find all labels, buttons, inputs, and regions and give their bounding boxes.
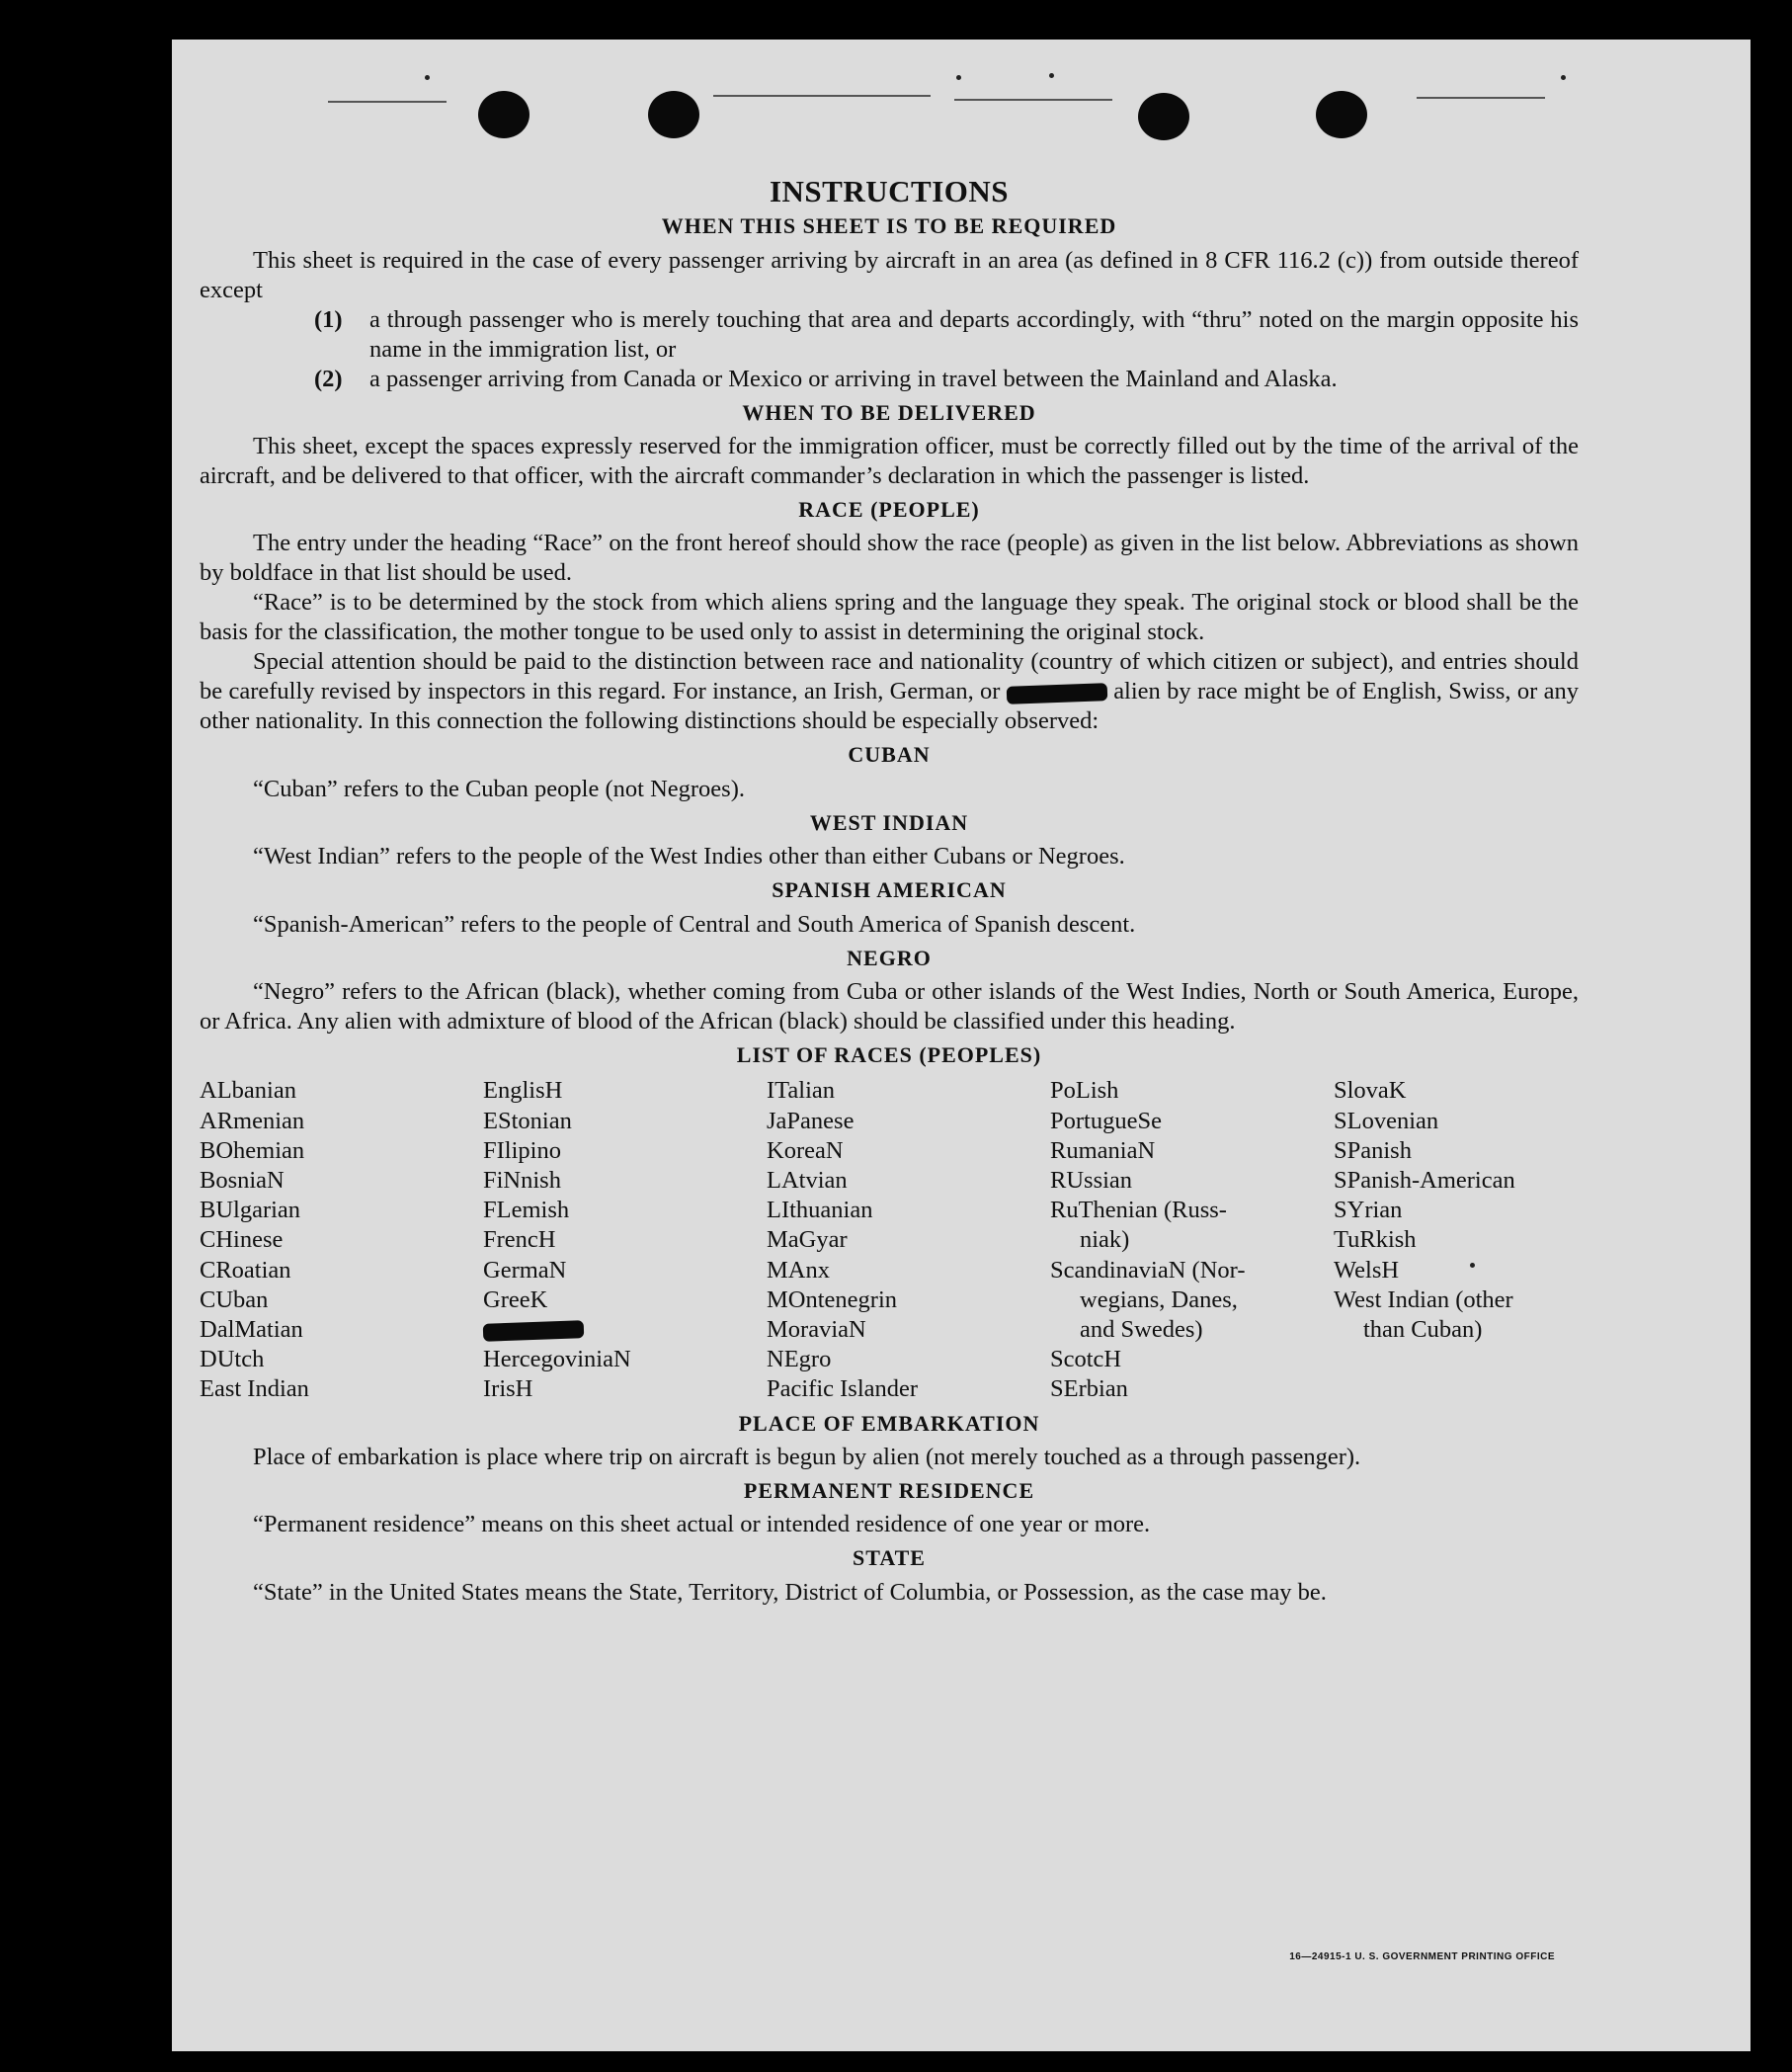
race-item: MoraviaN bbox=[767, 1315, 866, 1343]
race-item: FrencH bbox=[483, 1226, 556, 1254]
race-column bbox=[1334, 1076, 1581, 1404]
race-item: FiNnish bbox=[483, 1166, 561, 1194]
race-item: SLovenian bbox=[1334, 1107, 1439, 1134]
race-item: West Indian (other bbox=[1334, 1285, 1513, 1313]
section-heading: LIST OF RACES (PEOPLES) bbox=[736, 1041, 1042, 1067]
race-item: ScotcH bbox=[1050, 1346, 1122, 1373]
race-item-redacted bbox=[483, 1315, 767, 1345]
item-number: (2) bbox=[314, 365, 343, 392]
race-item: MaGyar bbox=[767, 1226, 848, 1254]
section-heading: WEST INDIAN bbox=[809, 809, 969, 835]
section-heading: RACE (PEOPLE) bbox=[798, 496, 980, 522]
race-item: BOhemian bbox=[200, 1136, 305, 1164]
race-item: LAtvian bbox=[767, 1166, 848, 1194]
race-column bbox=[200, 1076, 483, 1404]
race-item: BUlgarian bbox=[200, 1197, 301, 1224]
race-item: BosniaN bbox=[200, 1166, 285, 1194]
document-page bbox=[172, 40, 1751, 2051]
redaction-mark bbox=[1007, 683, 1108, 704]
race-item: East Indian bbox=[200, 1375, 309, 1403]
paragraph: This sheet is required in the case of every passenger arriving by aircraft in an area (as defined in 8 CFR 116.2 (c)) from outside thereof except bbox=[200, 246, 1579, 303]
item-number: (1) bbox=[314, 305, 343, 333]
paragraph: “Permanent residence” means on this sheet actual or intended residence of one year or more. bbox=[253, 1511, 1151, 1538]
page-title: INSTRUCTIONS bbox=[769, 174, 1009, 208]
paragraph: “Negro” refers to the African (black), whether coming from Cuba or other islands of the West Indies, North or South America, Europe, or Africa. Any alien with admixture of blood of the African (black) should be classified under this heading. bbox=[200, 977, 1579, 1035]
section-heading: WHEN TO BE DELIVERED bbox=[742, 399, 1036, 425]
race-column bbox=[1050, 1076, 1334, 1404]
race-item: PortugueSe bbox=[1050, 1107, 1162, 1134]
section-heading: STATE bbox=[853, 1545, 926, 1571]
paragraph: “Cuban” refers to the Cuban people (not Negroes). bbox=[253, 775, 745, 802]
race-item: RumaniaN bbox=[1050, 1136, 1156, 1164]
section-heading: PERMANENT RESIDENCE bbox=[743, 1477, 1035, 1503]
section-heading: CUBAN bbox=[848, 742, 931, 768]
speck bbox=[425, 75, 430, 80]
printing-office-code: 16—24915-1 U. S. GOVERNMENT PRINTING OFFICE bbox=[1289, 1951, 1555, 1962]
race-item: KoreaN bbox=[767, 1136, 844, 1164]
race-item: WelsH bbox=[1334, 1256, 1400, 1284]
race-item-continued bbox=[1050, 1315, 1334, 1345]
race-item: CRoatian bbox=[200, 1256, 291, 1284]
section-heading: SPANISH AMERICAN bbox=[772, 877, 1007, 903]
bleed-through-mark bbox=[328, 101, 447, 103]
race-item: GermaN bbox=[483, 1256, 567, 1284]
race-item: PoLish bbox=[1050, 1077, 1119, 1105]
race-item: MOntenegrin bbox=[767, 1285, 897, 1313]
race-item-text: wegians, Danes, bbox=[1080, 1285, 1238, 1313]
bleed-through-mark bbox=[954, 99, 1112, 101]
race-item-continued bbox=[1334, 1315, 1581, 1345]
race-item: EStonian bbox=[483, 1107, 572, 1134]
paragraph bbox=[200, 647, 1579, 736]
race-item: NEgro bbox=[767, 1346, 832, 1373]
paragraph: “West Indian” refers to the people of the West Indies other than either Cubans or Negroes. bbox=[253, 843, 1125, 870]
race-item-text: than Cuban) bbox=[1363, 1315, 1483, 1343]
race-item: MAnx bbox=[767, 1256, 830, 1284]
race-item: EnglisH bbox=[483, 1077, 563, 1105]
paragraph-text: alien by race might be of English, Swiss, or any other nationality. In this connection the following distinctions should be especially observed: bbox=[200, 678, 1580, 735]
instructions-body bbox=[200, 173, 1579, 1608]
race-column bbox=[767, 1076, 1050, 1404]
race-list bbox=[200, 1076, 1579, 1404]
race-item: ITalian bbox=[767, 1077, 836, 1105]
race-item: CHinese bbox=[200, 1226, 284, 1254]
race-item: ScandinaviaN (Nor- bbox=[1050, 1256, 1246, 1284]
race-item-text: niak) bbox=[1080, 1226, 1130, 1254]
list-item bbox=[314, 365, 1579, 394]
speck bbox=[1049, 73, 1054, 78]
race-item: SErbian bbox=[1050, 1375, 1128, 1403]
race-item: TuRkish bbox=[1334, 1226, 1417, 1254]
race-item-continued bbox=[1050, 1285, 1334, 1315]
item-text: a passenger arriving from Canada or Mexico or arriving in travel between the Mainland and Alaska. bbox=[369, 365, 1338, 392]
paragraph: “State” in the United States means the State, Territory, District of Columbia, or Possession, as the case may be. bbox=[253, 1578, 1327, 1606]
speck bbox=[956, 75, 961, 80]
race-item-text: and Swedes) bbox=[1080, 1315, 1203, 1343]
punch-hole bbox=[648, 91, 699, 138]
list-item bbox=[314, 305, 1579, 365]
paragraph-text: Special attention should be paid to the distinction between race and nationality (country of which citizen or subject), and entries should be carefully revised by inspectors in this regard. For instance, an Irish, German, or bbox=[200, 648, 1579, 705]
race-item: FIlipino bbox=[483, 1136, 561, 1164]
bleed-through-mark bbox=[713, 95, 931, 97]
paragraph: Place of embarkation is place where trip on aircraft is begun by alien (not merely touched as a through passenger). bbox=[253, 1443, 1361, 1470]
race-item-continued bbox=[1050, 1225, 1334, 1255]
race-item: RUssian bbox=[1050, 1166, 1133, 1194]
punch-hole bbox=[1316, 91, 1367, 138]
paragraph: “Spanish-American” refers to the people of Central and South America of Spanish descent. bbox=[253, 910, 1136, 938]
race-item: GreeK bbox=[483, 1285, 548, 1313]
speck bbox=[1561, 75, 1566, 80]
race-item: SYrian bbox=[1334, 1197, 1403, 1224]
race-item: SPanish-American bbox=[1334, 1166, 1515, 1194]
race-item: JaPanese bbox=[767, 1107, 855, 1134]
section-heading: PLACE OF EMBARKATION bbox=[738, 1410, 1040, 1436]
section-heading: NEGRO bbox=[847, 945, 932, 970]
race-column bbox=[483, 1076, 767, 1404]
paragraph: The entry under the heading “Race” on the front hereof should show the race (people) as given in the list below. Abbreviations as shown by boldface in that list should be used. bbox=[200, 530, 1579, 587]
section-heading: WHEN THIS SHEET IS TO BE REQUIRED bbox=[661, 213, 1117, 239]
race-item: CUban bbox=[200, 1285, 269, 1313]
race-item: ARmenian bbox=[200, 1107, 305, 1134]
race-item: SlovaK bbox=[1334, 1077, 1407, 1105]
race-item: SPanish bbox=[1334, 1136, 1412, 1164]
race-item: Pacific Islander bbox=[767, 1375, 919, 1403]
paragraph: “Race” is to be determined by the stock from which aliens spring and the language they speak. The original stock or blood shall be the basis for the classification, the mother tongue to be used only to assist in determining the original stock. bbox=[200, 589, 1579, 646]
race-item: HercegoviniaN bbox=[483, 1346, 631, 1373]
punch-hole bbox=[478, 91, 529, 138]
race-item: DUtch bbox=[200, 1346, 265, 1373]
race-item: ALbanian bbox=[200, 1077, 296, 1105]
bleed-through-mark bbox=[1417, 97, 1545, 99]
race-item: DalMatian bbox=[200, 1315, 303, 1343]
redaction-mark bbox=[483, 1321, 585, 1343]
paragraph: This sheet, except the spaces expressly reserved for the immigration officer, must be correctly filled out by the time of the arrival of the aircraft, and be delivered to that officer, with the aircraft commander’s declaration in which the passenger is listed. bbox=[200, 432, 1579, 489]
race-item: IrisH bbox=[483, 1375, 533, 1403]
punch-hole bbox=[1138, 93, 1189, 140]
race-item: LIthuanian bbox=[767, 1197, 873, 1224]
item-text: a through passenger who is merely touching that area and departs accordingly, with “thru” noted on the margin opposite his name in the immigration list, or bbox=[369, 305, 1579, 363]
race-item: FLemish bbox=[483, 1197, 570, 1224]
race-item: RuThenian (Russ- bbox=[1050, 1197, 1227, 1224]
